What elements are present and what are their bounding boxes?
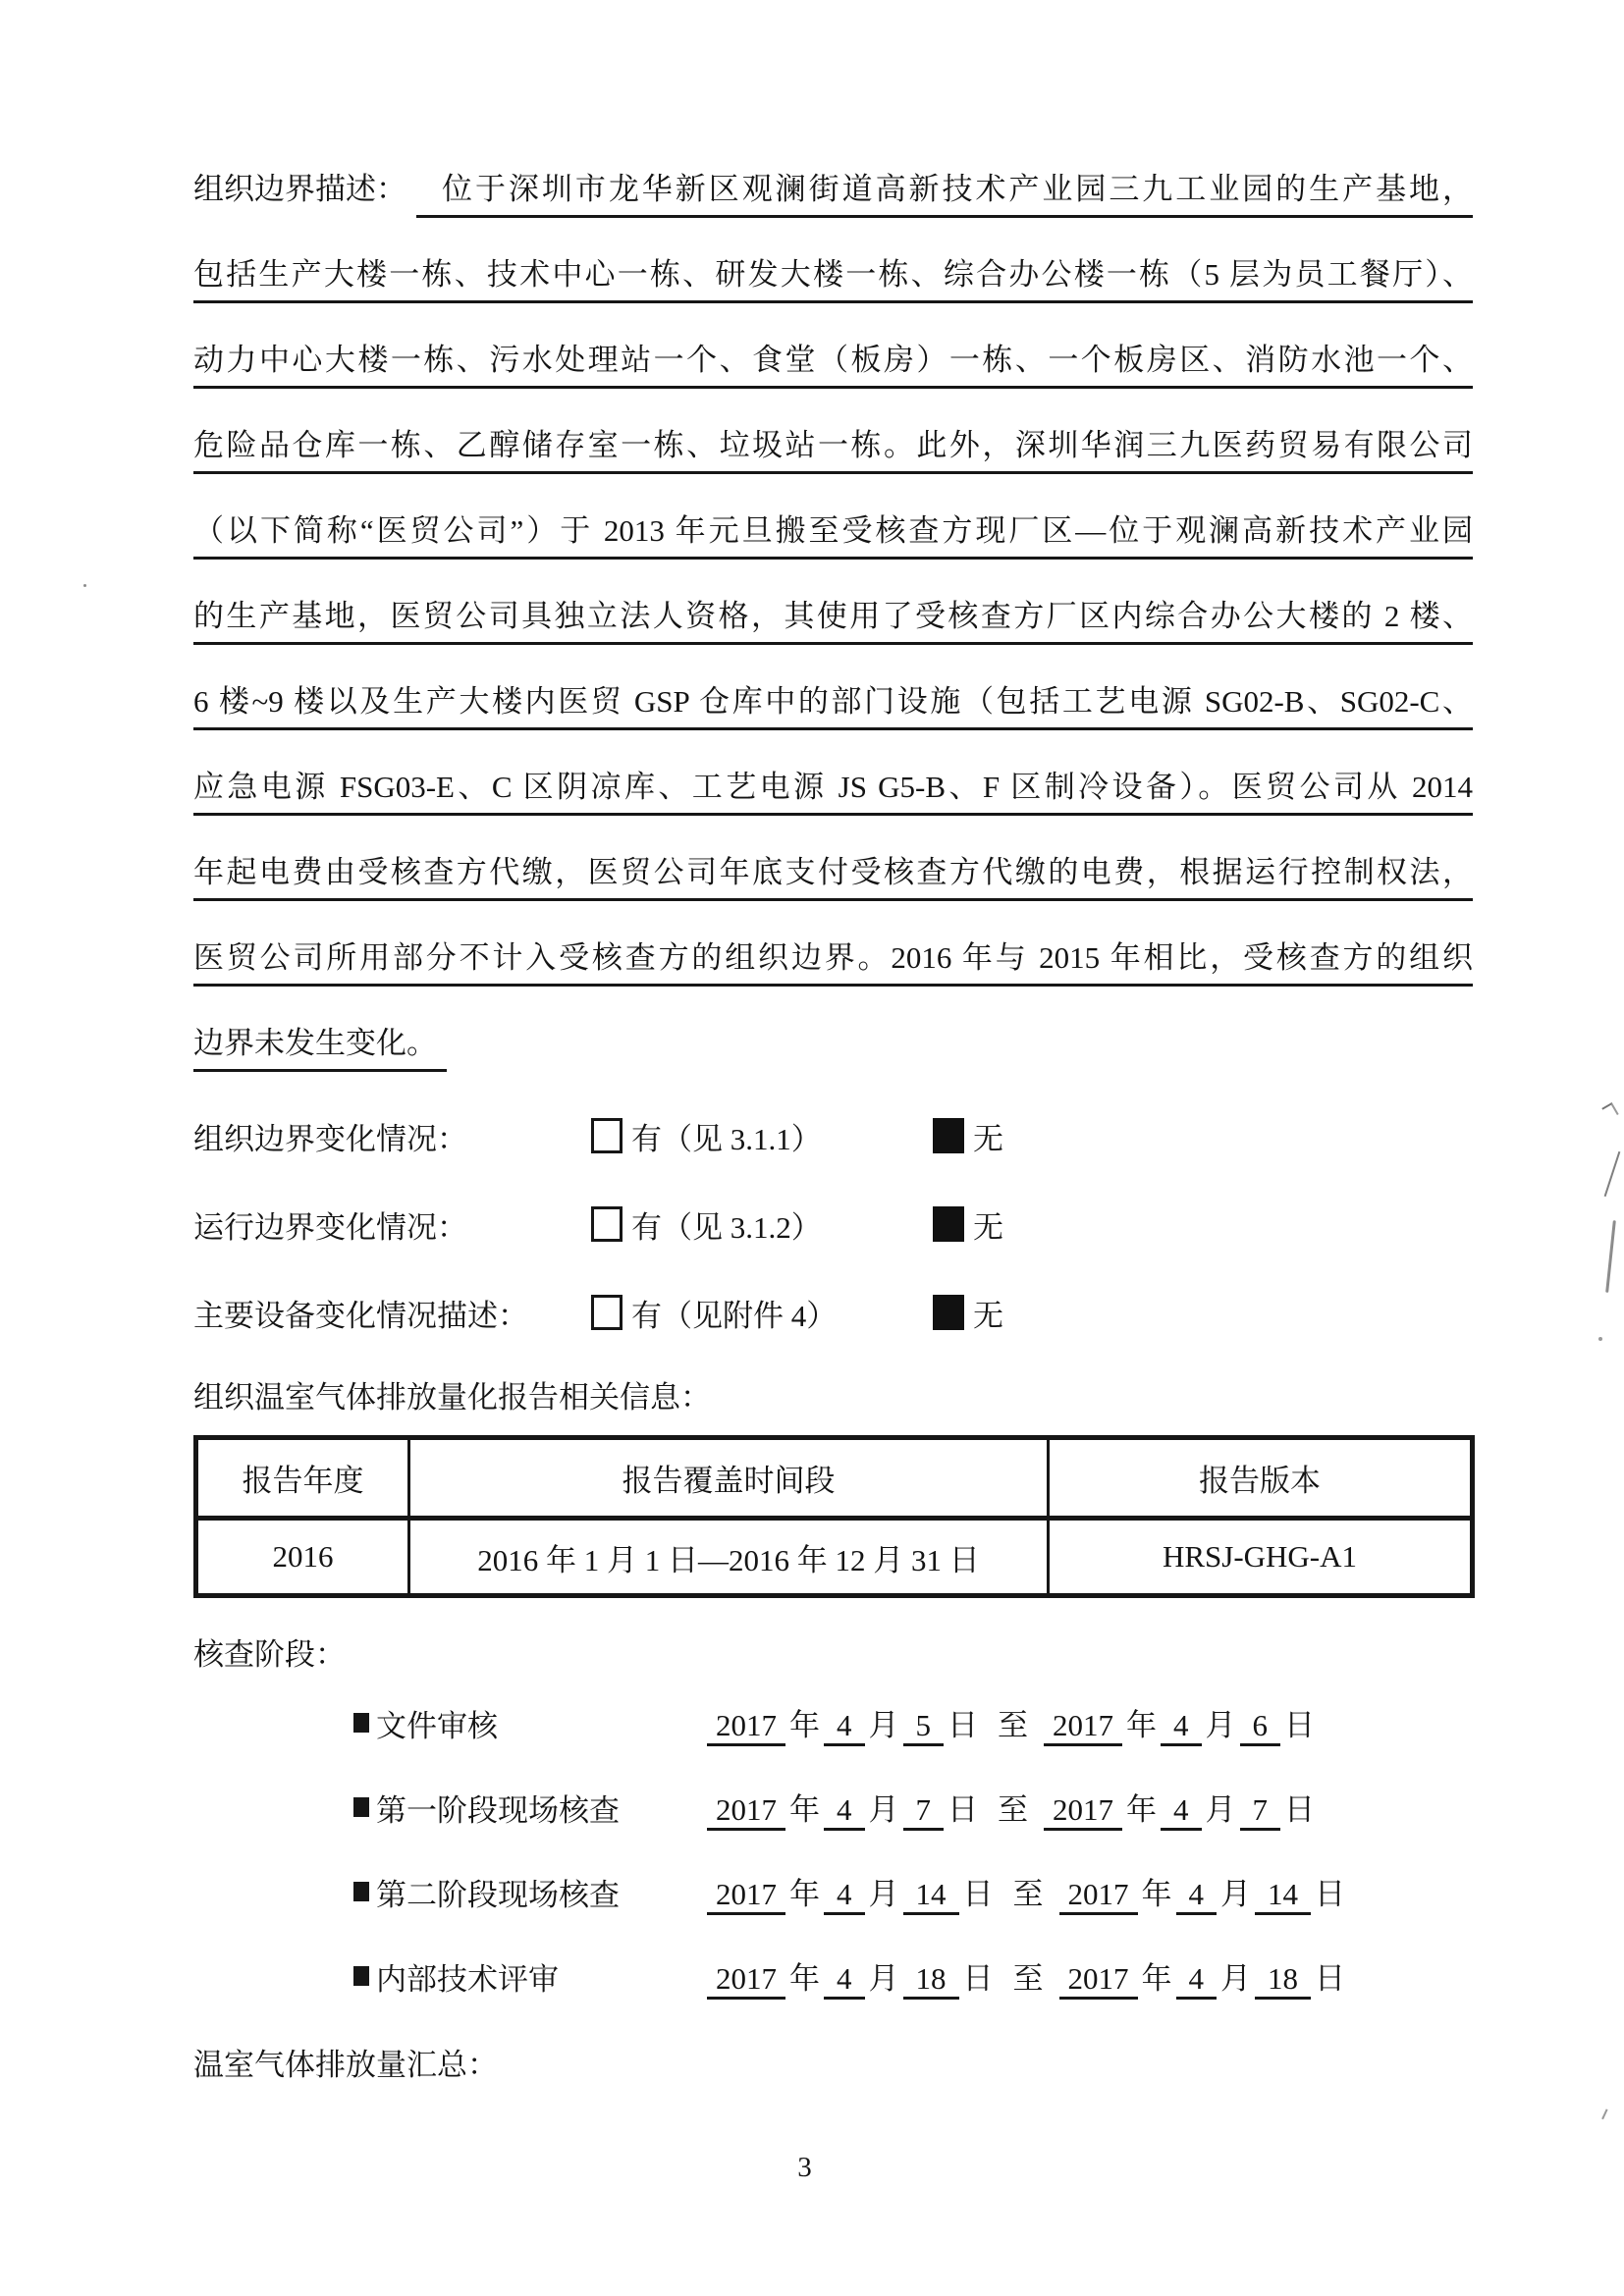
boundary-line-text: （以下简称“医贸公司”）于 2013 年元旦搬至受核查方现厂区—位于观澜高新技术产业园 <box>193 506 1473 560</box>
end-day: 18 <box>1255 1961 1311 2000</box>
year-unit: 年 <box>789 1707 820 1742</box>
ghg-summary-title: 温室气体排放量汇总： <box>193 2048 498 2082</box>
start-month: 4 <box>824 1792 865 1831</box>
stage-date-range <box>707 1785 1319 1831</box>
stage-row-internal-technical-review <box>353 1934 1473 2018</box>
year-unit: 年 <box>1141 1960 1172 1996</box>
change-row-operational-boundary <box>193 1180 1473 1268</box>
cell-report-year: 2016 <box>196 1519 409 1596</box>
end-day: 14 <box>1255 1877 1311 1915</box>
checkbox-checked-icon <box>933 1295 964 1330</box>
year-unit: 年 <box>789 1876 820 1911</box>
stage-label: 内部技术评审 <box>376 1961 559 1997</box>
year-unit: 年 <box>789 1791 820 1827</box>
option-yes-label: 有（见附件 4） <box>631 1298 838 1333</box>
stage-row-first-site-visit <box>353 1765 1473 1849</box>
stage-name <box>353 1786 707 1830</box>
to-label: 至 <box>998 1707 1028 1742</box>
month-unit: 月 <box>868 1707 899 1742</box>
boundary-line <box>193 218 1473 303</box>
month-unit: 月 <box>1220 1876 1251 1911</box>
day-unit: 日 <box>962 1876 994 1911</box>
option-yes <box>591 1291 933 1335</box>
boundary-line <box>193 474 1473 560</box>
boundary-line-text: 医贸公司所用部分不计入受核查方的组织边界。2016 年与 2015 年相比，受核查方的组织 <box>193 933 1473 987</box>
start-year: 2017 <box>707 1961 785 2000</box>
day-unit: 日 <box>1284 1791 1315 1827</box>
change-row-main-equipment <box>193 1268 1473 1357</box>
day-unit: 日 <box>1315 1960 1345 1996</box>
column-header-report-year: 报告年度 <box>196 1438 409 1519</box>
stage-name <box>353 1954 707 1999</box>
option-yes-label: 有（见 3.1.1） <box>631 1121 822 1156</box>
start-day: 5 <box>903 1708 945 1746</box>
boundary-line <box>193 816 1473 901</box>
boundary-line-text: 位于深圳市龙华新区观澜街道高新技术产业园三九工业园的生产基地， <box>416 164 1473 218</box>
boundary-line <box>193 730 1473 816</box>
stage-row-second-site-visit <box>353 1849 1473 1934</box>
option-no-label: 无 <box>973 1298 1003 1333</box>
boundary-line-text: 年起电费由受核查方代缴，医贸公司年底支付受核查方代缴的电费，根据运行控制权法， <box>193 847 1473 901</box>
boundary-line <box>193 987 1473 1072</box>
boundary-line <box>193 560 1473 645</box>
end-year: 2017 <box>1044 1708 1122 1746</box>
month-unit: 月 <box>1220 1960 1251 1996</box>
filled-square-bullet-icon <box>353 1882 369 1901</box>
boundary-line-text: 的生产基地，医贸公司具独立法人资格，其使用了受核查方厂区内综合办公大楼的 2 楼、 <box>193 591 1473 645</box>
stage-date-range <box>707 1953 1349 2000</box>
scan-artifact <box>1605 1220 1616 1293</box>
start-day: 14 <box>903 1877 959 1915</box>
end-day: 6 <box>1240 1708 1281 1746</box>
checkbox-unchecked-icon <box>591 1206 623 1242</box>
boundary-line-text: 应急电源 FSG03-E、C 区阴凉库、工艺电源 JS G5-B、F 区制冷设备）。医贸公司从 2014 <box>193 762 1473 816</box>
verification-stages-title: 核查阶段： <box>193 1637 346 1672</box>
filled-square-bullet-icon <box>353 1966 369 1986</box>
to-label: 至 <box>1012 1960 1044 1996</box>
stage-label: 文件审核 <box>376 1708 498 1743</box>
cell-report-period: 2016 年 1 月 1 日—2016 年 12 月 31 日 <box>409 1519 1049 1596</box>
boundary-line-text: 边界未发生变化。 <box>193 1018 447 1072</box>
option-no <box>933 1291 1003 1335</box>
boundary-description-label: 组织边界描述： <box>193 172 406 206</box>
end-year: 2017 <box>1059 1961 1138 2000</box>
end-month: 4 <box>1161 1708 1202 1746</box>
year-unit: 年 <box>1126 1707 1157 1742</box>
cell-report-version: HRSJ-GHG-A1 <box>1049 1519 1473 1596</box>
scan-artifact <box>1601 2109 1615 2122</box>
option-no <box>933 1202 1003 1247</box>
table-row <box>196 1519 1473 1596</box>
start-day: 7 <box>903 1792 945 1831</box>
stage-date-range <box>707 1700 1319 1746</box>
checkbox-unchecked-icon <box>591 1295 623 1330</box>
boundary-line-text: 动力中心大楼一栋、污水处理站一个、食堂（板房）一栋、一个板房区、消防水池一个、 <box>193 335 1473 389</box>
month-unit: 月 <box>868 1960 899 1996</box>
scan-artifact <box>83 584 86 587</box>
end-month: 4 <box>1176 1961 1218 2000</box>
start-year: 2017 <box>707 1792 785 1831</box>
start-month: 4 <box>824 1961 865 2000</box>
end-year: 2017 <box>1059 1877 1138 1915</box>
option-no-label: 无 <box>973 1121 1003 1156</box>
stage-date-range <box>707 1869 1349 1915</box>
scan-artifact <box>1601 1102 1618 1120</box>
start-year: 2017 <box>707 1877 785 1915</box>
table-header-row <box>196 1438 1473 1519</box>
day-unit: 日 <box>947 1791 978 1827</box>
month-unit: 月 <box>868 1876 899 1911</box>
checkbox-checked-icon <box>933 1206 964 1242</box>
boundary-line <box>193 645 1473 730</box>
report-info-title: 组织温室气体排放量化报告相关信息： <box>193 1380 711 1415</box>
change-row-org-boundary <box>193 1092 1473 1180</box>
end-year: 2017 <box>1044 1792 1122 1831</box>
day-unit: 日 <box>1315 1876 1345 1911</box>
option-no <box>933 1114 1003 1158</box>
scan-artifact <box>1604 1151 1621 1197</box>
month-unit: 月 <box>868 1791 899 1827</box>
column-header-report-version: 报告版本 <box>1049 1438 1473 1519</box>
start-month: 4 <box>824 1708 865 1746</box>
change-status-section <box>193 1092 1473 1357</box>
to-label: 至 <box>998 1791 1028 1827</box>
change-row-label: 主要设备变化情况描述： <box>193 1298 528 1333</box>
checkbox-checked-icon <box>933 1118 964 1153</box>
day-unit: 日 <box>962 1960 994 1996</box>
boundary-description-paragraph <box>193 133 1473 1072</box>
year-unit: 年 <box>1126 1791 1157 1827</box>
stage-name <box>353 1701 707 1745</box>
report-info-table <box>193 1435 1475 1598</box>
end-month: 4 <box>1176 1877 1218 1915</box>
day-unit: 日 <box>1284 1707 1315 1742</box>
boundary-line <box>193 389 1473 474</box>
boundary-line-text: 危险品仓库一栋、乙醇储存室一栋、垃圾站一栋。此外，深圳华润三九医药贸易有限公司 <box>193 420 1473 474</box>
boundary-line <box>193 303 1473 389</box>
day-unit: 日 <box>947 1707 978 1742</box>
option-yes <box>591 1202 933 1247</box>
boundary-line-text: 6 楼~9 楼以及生产大楼内医贸 GSP 仓库中的部门设施（包括工艺电源 SG02-B、SG02-C、 <box>193 676 1473 730</box>
boundary-line <box>193 901 1473 987</box>
filled-square-bullet-icon <box>353 1797 369 1817</box>
verification-stages-list <box>353 1681 1473 2018</box>
end-month: 4 <box>1161 1792 1202 1831</box>
option-yes <box>591 1114 933 1158</box>
stage-label: 第一阶段现场核查 <box>376 1792 620 1828</box>
change-row-label: 组织边界变化情况： <box>193 1121 467 1156</box>
month-unit: 月 <box>1205 1791 1236 1827</box>
stage-row-document-review <box>353 1681 1473 1765</box>
month-unit: 月 <box>1205 1707 1236 1742</box>
start-day: 18 <box>903 1961 959 2000</box>
stage-name <box>353 1870 707 1914</box>
filled-square-bullet-icon <box>353 1713 369 1733</box>
boundary-line <box>193 133 1473 218</box>
year-unit: 年 <box>1141 1876 1172 1911</box>
stage-label: 第二阶段现场核查 <box>376 1877 620 1912</box>
option-no-label: 无 <box>973 1209 1003 1245</box>
page-number: 3 <box>797 2152 813 2183</box>
start-year: 2017 <box>707 1708 785 1746</box>
change-row-label: 运行边界变化情况： <box>193 1209 467 1245</box>
option-yes-label: 有（见 3.1.2） <box>631 1209 822 1245</box>
boundary-line-text: 包括生产大楼一栋、技术中心一栋、研发大楼一栋、综合办公楼一栋（5 层为员工餐厅）、 <box>193 249 1473 303</box>
column-header-report-period: 报告覆盖时间段 <box>409 1438 1049 1519</box>
start-month: 4 <box>824 1877 865 1915</box>
to-label: 至 <box>1012 1876 1044 1911</box>
year-unit: 年 <box>789 1960 820 1996</box>
end-day: 7 <box>1240 1792 1281 1831</box>
scan-artifact <box>1598 1337 1602 1341</box>
checkbox-unchecked-icon <box>591 1118 623 1153</box>
